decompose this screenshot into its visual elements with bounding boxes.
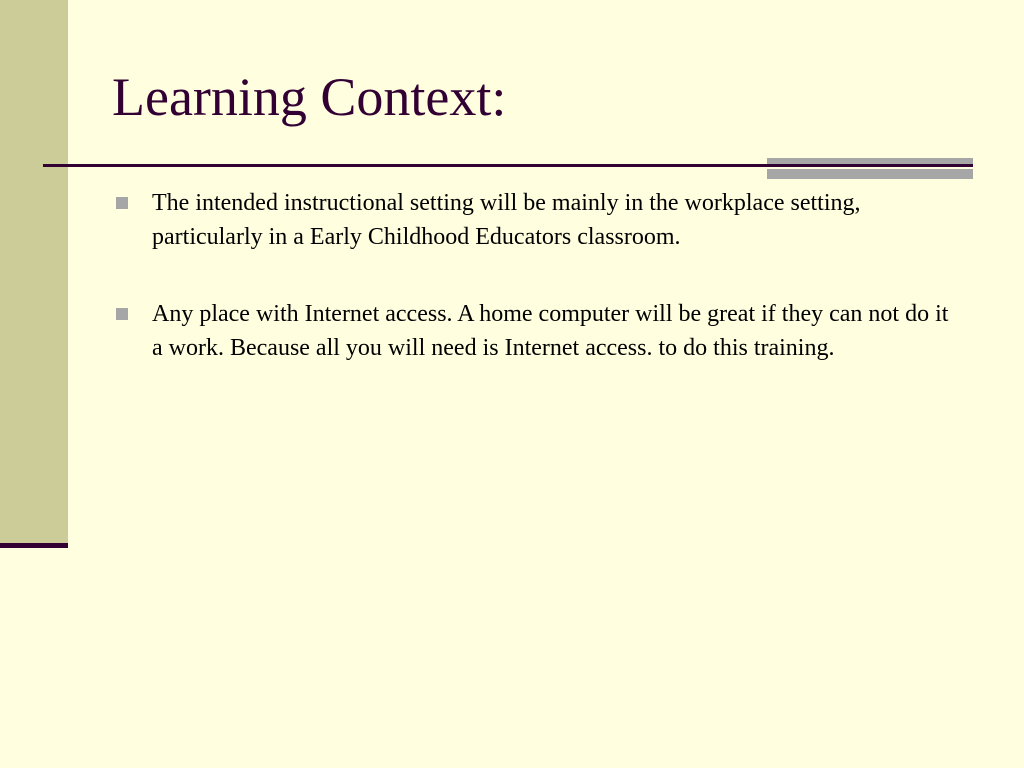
bullet-list [110,186,960,408]
bullet-item [110,186,960,254]
square-bullet-icon [116,308,128,320]
bullet-text: The intended instructional setting will be mainly in the workplace setting, particularly in a Early Childhood Educators classroom. [152,190,861,250]
sidebar-underline [0,543,68,548]
square-bullet-icon [116,197,128,209]
accent-rule-bottom [767,169,973,179]
bullet-item [110,297,960,365]
title-divider [43,164,973,167]
slide-title: Learning Context: [112,67,507,127]
left-sidebar-bar [0,0,68,543]
bullet-text: Any place with Internet access. A home computer will be great if they can not do it a work. Because all you will need is Internet access. to do this training. [152,301,949,361]
